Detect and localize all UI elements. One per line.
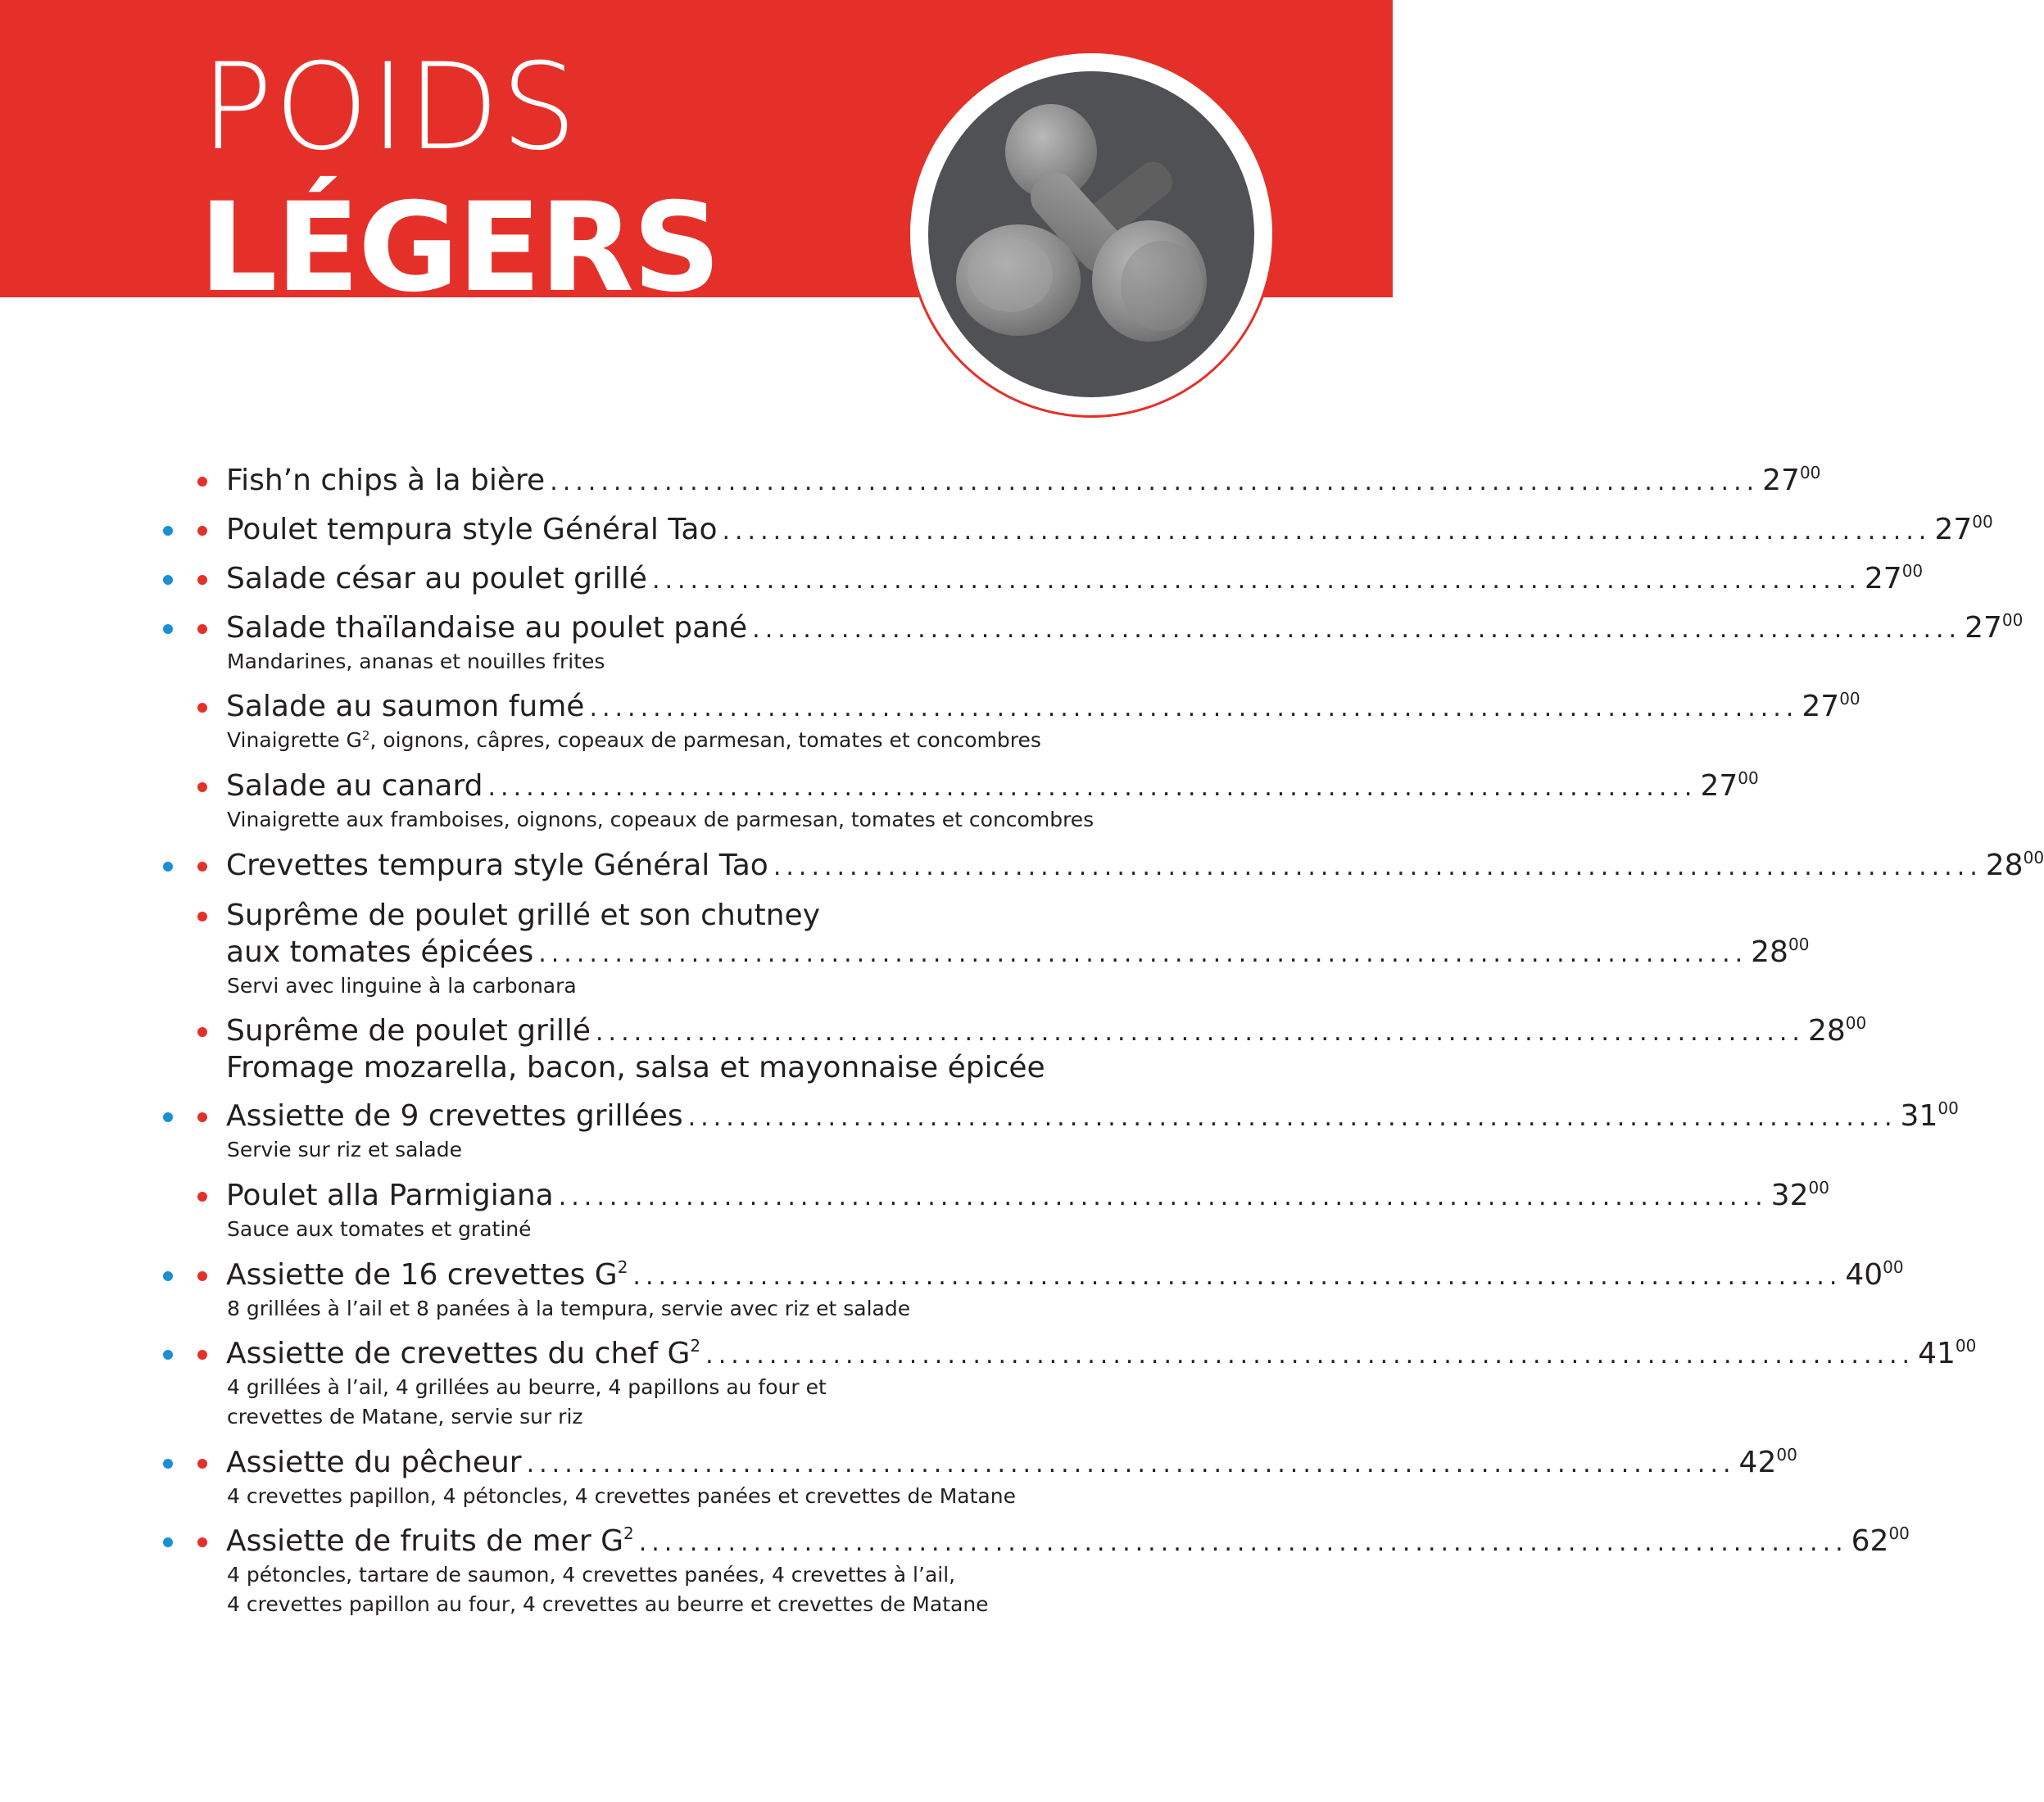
red-bullet xyxy=(197,1192,207,1202)
item-description: Servi avec linguine à la carbonara xyxy=(227,974,577,998)
item-description: Sauce aux tomates et gratiné xyxy=(227,1217,532,1241)
blue-bullet xyxy=(163,1537,173,1547)
menu-item-line xyxy=(226,1521,1910,1562)
menu-item-line xyxy=(226,1011,1867,1052)
blue-bullet xyxy=(163,1112,173,1122)
dumbbells-image xyxy=(928,71,1254,397)
item-name: Assiette de 9 crevettes grillées xyxy=(226,1099,683,1133)
item-name: aux tomates épicées xyxy=(226,935,534,969)
menu-item-line xyxy=(226,766,1759,807)
dot-leader: ............................................................................................... xyxy=(596,1018,1805,1047)
item-name: Crevettes tempura style Général Tao xyxy=(226,849,768,882)
red-bullet xyxy=(197,575,207,585)
item-name: Fish’n chips à la bière xyxy=(226,464,546,497)
menu-item-line xyxy=(226,509,1993,550)
item-description-line-2: crevettes de Matane, servie sur riz xyxy=(227,1405,583,1428)
item-description: 4 pétoncles, tartare de saumon, 4 crevettes panées, 4 crevettes à l’ail, xyxy=(227,1563,956,1587)
menu-item-line xyxy=(226,1096,1959,1137)
menu-item-line xyxy=(226,1255,1904,1296)
menu-item-line xyxy=(226,932,1810,973)
item-name: Suprême de poulet grillé xyxy=(226,1014,591,1048)
item-price: $27^{00}$ xyxy=(1700,768,1759,803)
item-price: $27^{00}$ xyxy=(1802,689,1860,723)
menu-item-line xyxy=(226,559,1924,600)
item-price: $28^{00}$ xyxy=(1985,848,2044,882)
item-description: Vinaigrette aux framboises, oignons, copeaux de parmesan, tomates et concombres xyxy=(227,808,1095,831)
dot-leader: ............................................................................................... xyxy=(651,566,1861,595)
dumbbells-icon xyxy=(928,71,1254,397)
red-bullet xyxy=(197,1459,207,1469)
item-price: $27^{00}$ xyxy=(1762,463,1821,497)
red-bullet xyxy=(197,1112,207,1122)
blue-bullet xyxy=(163,624,173,634)
item-name: Salade au saumon fumé xyxy=(226,690,585,723)
red-bullet xyxy=(197,703,207,713)
red-bullet xyxy=(197,477,207,487)
red-bullet xyxy=(197,1271,207,1281)
red-bullet xyxy=(197,782,207,792)
item-price: $32^{00}$ xyxy=(1770,1178,1829,1212)
item-description: 4 grillées à l’ail, 4 grillées au beurre, 4 papillons au four et xyxy=(227,1375,827,1399)
item-price: $28^{00}$ xyxy=(1807,1013,1867,1048)
item-name: Assiette de crevettes du chef $G^2$ xyxy=(226,1336,701,1370)
item-description-line-2: 4 crevettes papillon au four, 4 crevettes au beurre et crevettes de Matane xyxy=(227,1592,989,1616)
item-name: Assiette de 16 crevettes $G^2$ xyxy=(226,1257,628,1292)
item-name: Assiette du pêcheur xyxy=(226,1446,522,1479)
dot-leader: ............................................................................................... xyxy=(487,773,1697,802)
menu-item-line xyxy=(226,1175,1829,1216)
blue-bullet xyxy=(163,526,173,536)
item-price: $41^{00}$ xyxy=(1918,1336,1977,1370)
item-price: $62^{00}$ xyxy=(1851,1524,1910,1558)
item-price: $28^{00}$ xyxy=(1751,935,1810,969)
item-name: Poulet alla Parmigiana xyxy=(226,1179,554,1212)
dot-leader: ............................................................................................... xyxy=(538,939,1748,968)
red-bullet xyxy=(197,862,207,872)
item-price: $31^{00}$ xyxy=(1900,1098,1959,1133)
item-description: Mandarines, ananas et nouilles frites xyxy=(227,650,605,673)
dot-leader: ............................................................................................... xyxy=(638,1528,1848,1557)
item-description: 4 crevettes papillon, 4 pétoncles, 4 crevettes panées et crevettes de Matane xyxy=(227,1484,1016,1508)
blue-bullet xyxy=(163,1459,173,1469)
item-price: $42^{00}$ xyxy=(1738,1445,1797,1479)
item-description-large: Fromage mozarella, bacon, salsa et mayonnaise épicée xyxy=(226,1051,1045,1084)
blue-bullet xyxy=(163,1350,173,1360)
red-bullet xyxy=(197,526,207,536)
menu-item-line xyxy=(226,1333,1977,1374)
dot-leader: ............................................................................................... xyxy=(632,1262,1842,1291)
item-description: 8 grillées à l’ail et 8 panées à la tempura, servie avec riz et salade xyxy=(227,1297,911,1320)
menu-item-line xyxy=(226,686,1860,727)
item-name: Poulet tempura style Général Tao xyxy=(226,513,718,546)
item-name-line-1: Suprême de poulet grillé et son chutney xyxy=(226,899,820,932)
item-name: Salade césar au poulet grillé xyxy=(226,562,647,595)
title-line-2: LÉGERS xyxy=(199,177,720,319)
menu-item-line xyxy=(226,460,1821,501)
red-bullet xyxy=(197,1027,207,1037)
item-price: $27^{00}$ xyxy=(1934,512,1993,546)
item-price: $40^{00}$ xyxy=(1845,1257,1904,1292)
menu-item-line xyxy=(226,1442,1797,1483)
item-name: Assiette de fruits de mer $G^2$ xyxy=(226,1524,634,1558)
dot-leader: ............................................................................................... xyxy=(589,694,1799,722)
item-name: Salade au canard xyxy=(226,769,483,803)
dot-leader: ............................................................................................... xyxy=(722,517,1932,546)
blue-bullet xyxy=(163,1271,173,1281)
item-description: Servie sur riz et salade xyxy=(227,1138,462,1161)
red-bullet xyxy=(197,1350,207,1360)
item-description: Vinaigrette $G^2$, oignons, câpres, copeaux de parmesan, tomates et concombres xyxy=(227,728,1041,752)
dumbbell-medallion xyxy=(908,51,1275,418)
item-price: $27^{00}$ xyxy=(1864,561,1924,595)
red-bullet xyxy=(197,1537,207,1547)
blue-bullet xyxy=(163,575,173,585)
dot-leader: ............................................................................................... xyxy=(687,1103,1897,1132)
dot-leader: ............................................................................................... xyxy=(550,468,1760,496)
title-line-1: POIDS xyxy=(201,38,579,177)
dot-leader: ............................................................................................... xyxy=(705,1341,1915,1370)
dot-leader: ............................................................................................... xyxy=(752,615,1962,644)
dot-leader: ............................................................................................... xyxy=(558,1183,1768,1211)
item-name: Salade thaïlandaise au poulet pané xyxy=(226,611,748,645)
menu-item-line xyxy=(226,608,2024,649)
dot-leader: ............................................................................................... xyxy=(773,853,1983,881)
red-bullet xyxy=(197,624,207,634)
dot-leader: ............................................................................................... xyxy=(526,1450,1736,1478)
blue-bullet xyxy=(163,862,173,872)
menu-item-line xyxy=(226,845,2044,886)
red-bullet xyxy=(197,912,207,921)
item-price: $27^{00}$ xyxy=(1965,610,2024,645)
